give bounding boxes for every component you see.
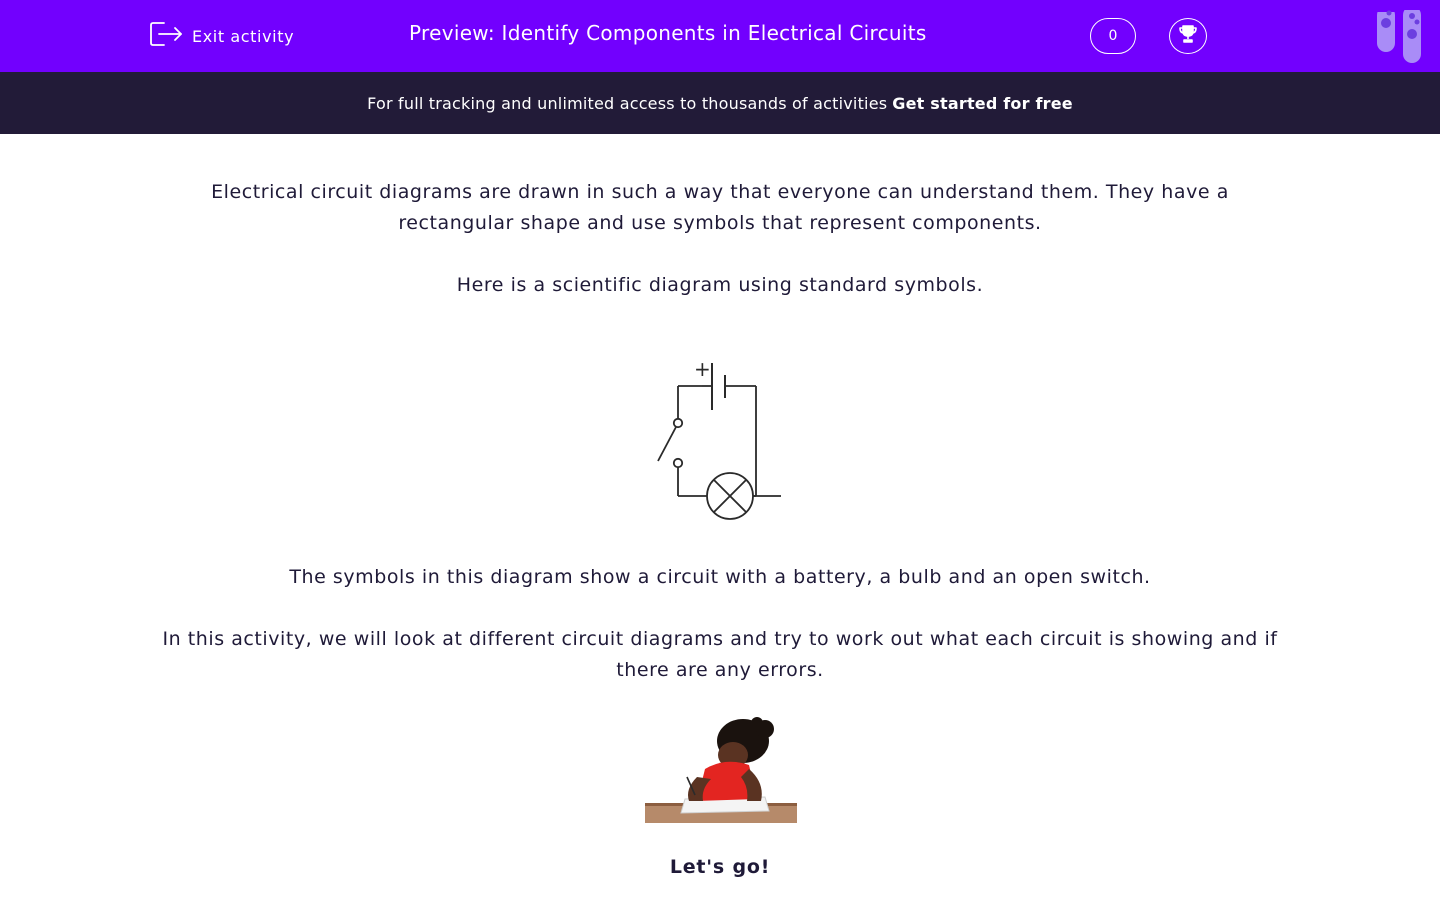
diagram-caption: The symbols in this diagram show a circuit with a battery, a bulb and an open switch. xyxy=(289,566,1151,588)
trophy-button[interactable] xyxy=(1169,18,1207,54)
activity-intro-paragraph: In this activity, we will look at different circuit diagrams and try to work out what each circuit is showing and if there are any errors. xyxy=(162,628,1278,681)
promo-banner xyxy=(0,72,1440,134)
trophy-icon xyxy=(1177,23,1199,49)
top-bar xyxy=(0,0,1440,72)
exit-activity-button[interactable] xyxy=(149,20,294,52)
exit-icon xyxy=(149,19,183,53)
promo-text: For full tracking and unlimited access to thousands of activities xyxy=(367,93,888,113)
diagram-intro-paragraph: Here is a scientific diagram using standard symbols. xyxy=(456,274,984,296)
get-started-link[interactable]: Get started for free xyxy=(892,93,1073,113)
score-badge: 0 xyxy=(1090,18,1136,54)
intro-paragraph: Electrical circuit diagrams are drawn in such a way that everyone can understand them. They have a rectangular shape and use symbols that represent components. xyxy=(211,181,1229,234)
bulb-symbol xyxy=(707,473,753,519)
positive-terminal-label: + xyxy=(694,357,711,381)
exit-activity-label: Exit activity xyxy=(192,26,295,46)
circuit-diagram xyxy=(650,355,790,525)
lets-go-text: Let's go! xyxy=(669,856,771,878)
child-drawing-illustration xyxy=(645,717,797,823)
open-switch-symbol xyxy=(658,419,682,467)
battery-symbol xyxy=(678,363,756,410)
page-title: Preview: Identify Components in Electrical Circuits xyxy=(409,21,927,45)
test-tubes-icon xyxy=(1376,6,1424,64)
